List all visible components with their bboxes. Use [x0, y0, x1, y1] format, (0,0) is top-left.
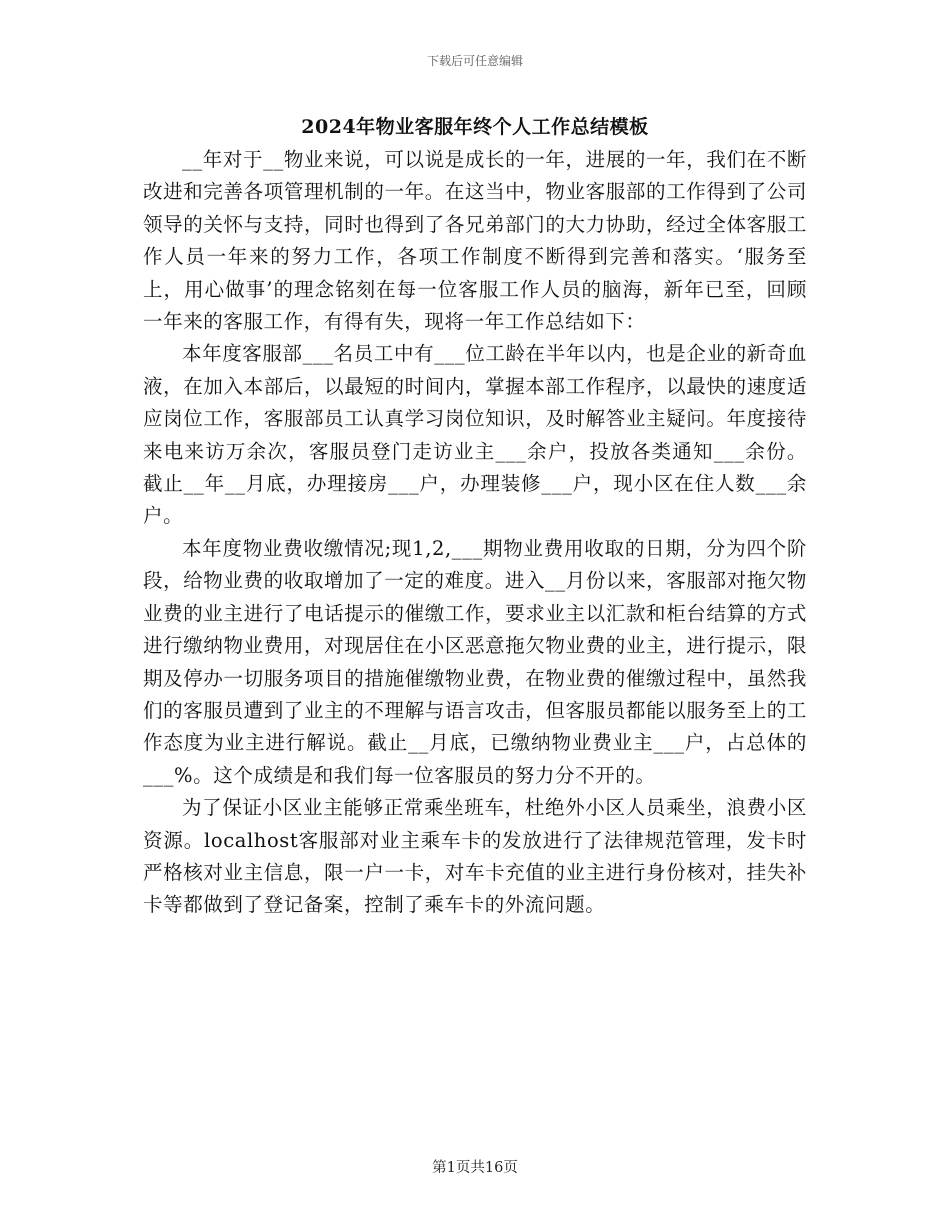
document-body: [143, 144, 807, 922]
paragraph: __年对于__物业来说，可以说是成长的一年，进展的一年，我们在不断改进和完善各项管理机制的一年。在这当中，物业客服部的工作得到了公司领导的关怀与支持，同时也得到了各兄弟部门的大力协助，经过全体客服工作人员一年来的努力工作，各项工作制度不断得到完善和落实。‘服务至上，用心做事’的理念铭刻在每一位客服工作人员的脑海，新年已至，回顾一年来的客服工作，有得有失，现将一年工作总结如下：: [143, 148, 807, 334]
page-number: 第1页共16页: [432, 1160, 518, 1176]
paragraph: 本年度客服部___名员工中有___位工龄在半年以内，也是企业的新奇血液，在加入本部后，以最短的时间内，掌握本部工作程序，以最快的速度适应岗位工作，客服部员工认真学习岗位知识，及时解答业主疑问。年度接待来电来访万余次，客服员登门走访业主___余户，投放各类通知___余份。截止__年__月底，办理接房___户，办理装修___户，现小区在住人数___余户。: [143, 342, 807, 528]
paragraph: 为了保证小区业主能够正常乘坐班车，杜绝外小区人员乘坐，浪费小区资源。localhost客服部对业主乘车卡的发放进行了法律规范管理，发卡时严格核对业主信息，限一户一卡，对车卡充值的业主进行身份核对，挂失补卡等都做到了登记备案，控制了乘车卡的外流问题。: [143, 796, 807, 917]
header-note: 下载后可任意编辑: [426, 54, 523, 68]
paragraph: 本年度物业费收缴情况;现1,2,___期物业费用收取的日期，分为四个阶段，给物业费的收取增加了一定的难度。进入__月份以来，客服部对拖欠物业费的业主进行了电话提示的催缴工作，要求业主以汇款和柜台结算的方式进行缴纳物业费用，对现居住在小区恶意拖欠物业费的业主，进行提示，限期及停办一切服务项目的措施催缴物业费，在物业费的催缴过程中，虽然我们的客服员遭到了业主的不理解与语言攻击，但客服员都能以服务至上的工作态度为业主进行解说。截止__月底，已缴纳物业费业主___户，占总体的___%。这个成绩是和我们每一位客服员的努力分不开的。: [143, 536, 807, 787]
document-title: 2024年物业客服年终个人工作总结模板: [301, 116, 649, 138]
